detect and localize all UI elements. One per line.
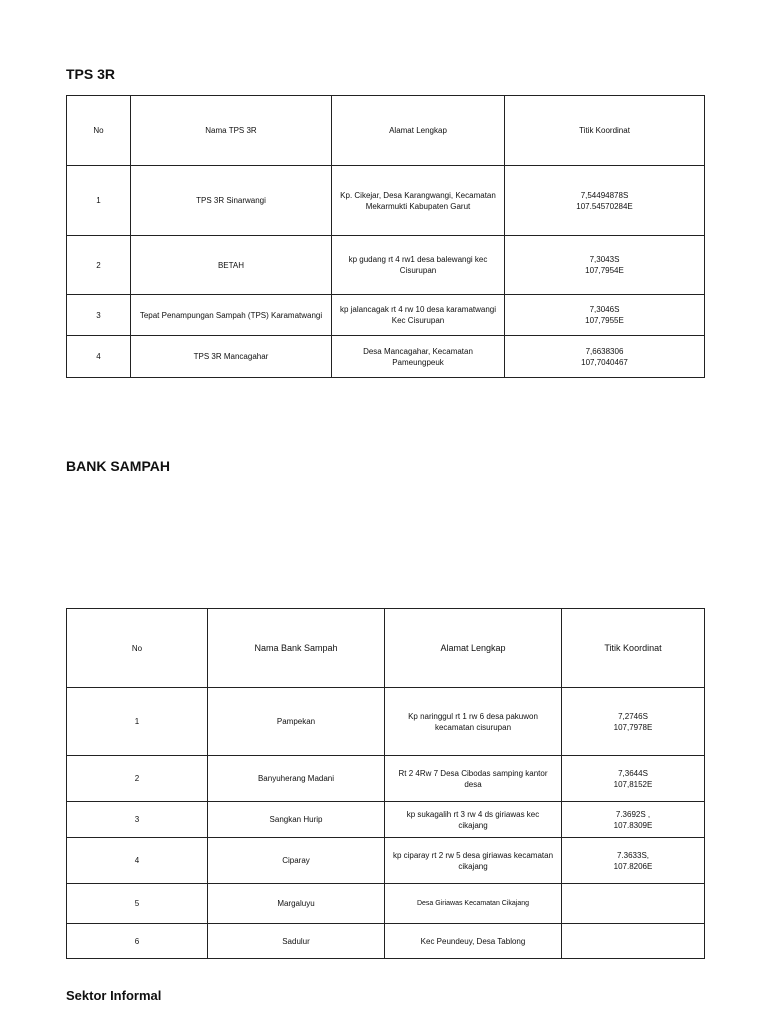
cell-koordinat: 7,3043S 107,7954E — [505, 236, 705, 295]
cell-alamat: Desa Giriawas Kecamatan Cikajang — [385, 884, 562, 924]
cell-nama: Pampekan — [208, 688, 385, 756]
cell-koordinat — [562, 924, 705, 959]
cell-koordinat — [562, 884, 705, 924]
cell-no: 4 — [67, 336, 131, 378]
table-row — [67, 838, 705, 884]
cell-no: 2 — [67, 236, 131, 295]
section-title-bank-sampah: BANK SAMPAH — [66, 458, 170, 474]
table-row — [67, 166, 705, 236]
cell-no: 3 — [67, 802, 208, 838]
table-row — [67, 756, 705, 802]
cell-alamat: kp ciparay rt 2 rw 5 desa giriawas kecamatan cikajang — [385, 838, 562, 884]
cell-nama: TPS 3R Mancagahar — [131, 336, 332, 378]
cell-alamat: Kec Peundeuy, Desa Tablong — [385, 924, 562, 959]
cell-koordinat: 7,2746S 107,7978E — [562, 688, 705, 756]
cell-nama: Margaluyu — [208, 884, 385, 924]
column-header-koordinat: Titik Koordinat — [562, 609, 705, 688]
cell-koordinat: 7,54494878S 107.54570284E — [505, 166, 705, 236]
cell-nama: Ciparay — [208, 838, 385, 884]
column-header-nama: Nama Bank Sampah — [208, 609, 385, 688]
table-row — [67, 295, 705, 336]
cell-alamat: kp gudang rt 4 rw1 desa balewangi kec Cisurupan — [332, 236, 505, 295]
cell-alamat: kp sukagalih rt 3 rw 4 ds giriawas kec cikajang — [385, 802, 562, 838]
cell-no: 3 — [67, 295, 131, 336]
cell-nama: BETAH — [131, 236, 332, 295]
cell-no: 6 — [67, 924, 208, 959]
column-header-nama: Nama TPS 3R — [131, 96, 332, 166]
table-row — [67, 236, 705, 295]
table-header-row — [67, 96, 705, 166]
column-header-alamat: Alamat Lengkap — [385, 609, 562, 688]
table-row — [67, 924, 705, 959]
cell-alamat: Desa Mancagahar, Kecamatan Pameungpeuk — [332, 336, 505, 378]
cell-no: 2 — [67, 756, 208, 802]
cell-no: 1 — [67, 688, 208, 756]
section-title-tps3r: TPS 3R — [66, 66, 116, 82]
cell-alamat: kp jalancagak rt 4 rw 10 desa karamatwangi Kec Cisurupan — [332, 295, 505, 336]
cell-alamat: Kp. Cikejar, Desa Karangwangi, Kecamatan Mekarmukti Kabupaten Garut — [332, 166, 505, 236]
cell-nama: Tepat Penampungan Sampah (TPS) Karamatwangi — [131, 295, 332, 336]
column-header-alamat: Alamat Lengkap — [332, 96, 505, 166]
cell-no: 5 — [67, 884, 208, 924]
cell-koordinat: 7.3692S , 107.8309E — [562, 802, 705, 838]
column-header-koordinat: Titik Koordinat — [505, 96, 705, 166]
cell-koordinat: 7,3644S 107,8152E — [562, 756, 705, 802]
cell-koordinat: 7,6638306 107,7040467 — [505, 336, 705, 378]
column-header-no: No — [67, 96, 131, 166]
cell-nama: Sangkan Hurip — [208, 802, 385, 838]
cell-nama: Banyuherang Madani — [208, 756, 385, 802]
table-header-row — [67, 609, 705, 688]
cell-no: 4 — [67, 838, 208, 884]
cell-koordinat: 7.3633S, 107.8206E — [562, 838, 705, 884]
cell-alamat: Kp naringgul rt 1 rw 6 desa pakuwon kecamatan cisurupan — [385, 688, 562, 756]
table-row — [67, 336, 705, 378]
cell-koordinat: 7,3046S 107,7955E — [505, 295, 705, 336]
cell-nama: TPS 3R Sinarwangi — [131, 166, 332, 236]
table-row — [67, 802, 705, 838]
cell-alamat: Rt 2 4Rw 7 Desa Cibodas samping kantor desa — [385, 756, 562, 802]
cell-no: 1 — [67, 166, 131, 236]
bank-sampah-table — [66, 608, 705, 959]
table-row — [67, 884, 705, 924]
cell-nama: Sadulur — [208, 924, 385, 959]
tps3r-table — [66, 95, 705, 378]
section-title-sektor-informal: Sektor Informal — [66, 988, 162, 1003]
column-header-no: No — [67, 609, 208, 688]
table-row — [67, 688, 705, 756]
